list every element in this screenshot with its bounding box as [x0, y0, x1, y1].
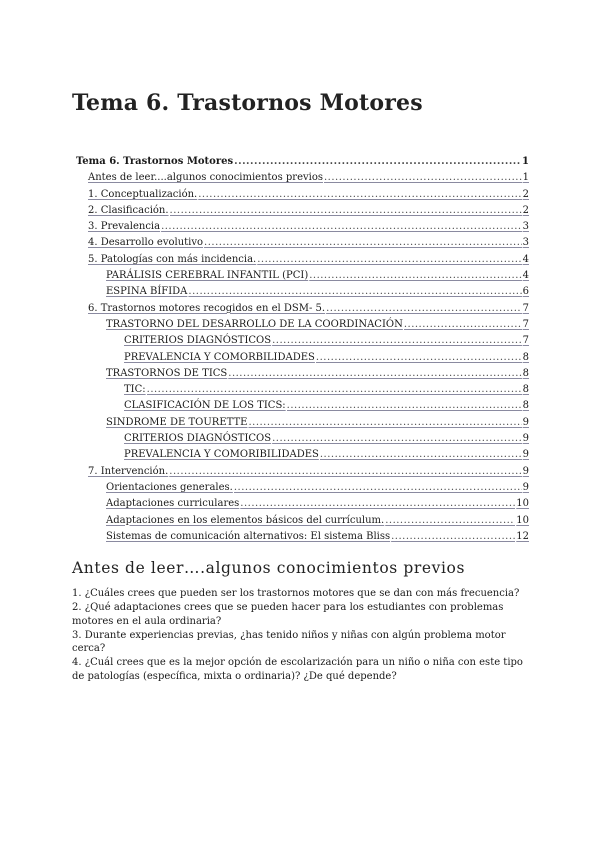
toc-entry[interactable]: [76, 352, 529, 368]
toc-entry[interactable]: [76, 270, 529, 286]
toc-page-number: 10: [516, 514, 529, 526]
toc-entry-label: 5. Patologías con más incidencia.: [88, 253, 257, 265]
toc-page-number: 8: [522, 400, 529, 412]
toc-entry-label: Antes de leer....algunos conocimientos previos: [88, 172, 323, 184]
toc-entry-label: CRITERIOS DIAGNÓSTICOS: [124, 335, 272, 347]
question-item: 1. ¿Cuáles crees que pueden ser los trastornos motores que se dan con más frecuencia?: [72, 588, 520, 599]
toc-entry[interactable]: [76, 189, 529, 205]
toc-entry-label: PREVALENCIA Y COMORIBILIDADES: [124, 449, 319, 461]
toc-leader-dots: [147, 384, 522, 395]
toc-entry-label: 6. Trastornos motores recogidos en el DSM- 5.: [88, 302, 326, 314]
toc-page-number: 9: [522, 433, 529, 445]
toc-entry[interactable]: [76, 449, 529, 465]
toc-page-number: 8: [522, 367, 529, 379]
toc-entry-label: TRASTORNOS DE TICS: [106, 367, 228, 379]
question-item: 2. ¿Qué adaptaciones crees que se pueden hacer para los estudiantes con problemas motores en el aula ordinaria?: [72, 602, 504, 627]
toc-page-number: 3: [522, 237, 529, 249]
toc-entry[interactable]: [76, 205, 529, 221]
toc-page-number: 8: [522, 351, 529, 363]
toc-page-number: 2: [522, 204, 529, 216]
toc-entry-label: Orientaciones generales.: [106, 481, 233, 493]
toc-entry[interactable]: [76, 254, 529, 270]
toc-entry[interactable]: [76, 498, 529, 514]
toc-entry[interactable]: [76, 400, 529, 416]
toc-page-number: 10: [516, 498, 529, 510]
toc-page-number: 9: [522, 416, 529, 428]
toc-entry[interactable]: [76, 433, 529, 449]
toc-page-number: 6: [522, 286, 529, 298]
toc-entry-label: CRITERIOS DIAGNÓSTICOS: [124, 433, 272, 445]
toc-entry[interactable]: [76, 417, 529, 433]
toc-page-number: 12: [516, 530, 529, 542]
toc-leader-dots: [391, 531, 515, 542]
toc-page-number: 9: [522, 449, 529, 461]
toc-entry-label: TIC:: [124, 384, 146, 396]
toc-leader-dots: [240, 498, 515, 509]
toc-entry-label: 2. Clasificación.: [88, 204, 169, 216]
toc-page-number: 7: [522, 318, 529, 330]
toc-leader-dots: [324, 172, 522, 183]
toc-page-number: 1: [522, 156, 529, 167]
toc-leader-dots: [170, 205, 522, 216]
toc-entry[interactable]: [76, 237, 529, 253]
toc-leader-dots: [385, 515, 515, 526]
toc-page-number: 4: [522, 270, 529, 282]
toc-page-number: 1: [522, 172, 529, 184]
toc-entry[interactable]: [76, 531, 529, 547]
toc-page-number: 4: [522, 253, 529, 265]
question-list: [72, 587, 532, 684]
toc-leader-dots: [161, 221, 522, 232]
toc-leader-dots: [287, 400, 522, 411]
toc-leader-dots: [188, 286, 521, 297]
toc-leader-dots: [309, 270, 521, 281]
toc-leader-dots: [404, 319, 522, 330]
toc-entry[interactable]: [76, 384, 529, 400]
toc-entry-label: CLASIFICACIÓN DE LOS TICS:: [124, 400, 286, 412]
toc-leader-dots: [234, 482, 522, 493]
toc-leader-dots: [316, 352, 522, 363]
page-title: Tema 6. Trastornos Motores: [72, 90, 423, 116]
question-item: 3. Durante experiencias previas, ¿has tenido niños y niñas con algún problema motor cerca?: [72, 629, 506, 655]
toc-leader-dots: [326, 303, 522, 314]
toc-page-number: 9: [522, 465, 529, 477]
toc-leader-dots: [204, 237, 522, 248]
toc-entry[interactable]: [76, 368, 529, 384]
toc-entry-label: Sistemas de comunicación alternativos: El sistema Bliss: [106, 530, 391, 542]
toc-leader-dots: [272, 433, 522, 444]
section-heading: Antes de leer….algunos conocimientos previos: [72, 559, 466, 577]
toc-entry-label: 7. Intervención.: [88, 465, 169, 477]
toc-leader-dots: [198, 189, 521, 200]
toc-entry-label: TRASTORNO DEL DESARROLLO DE LA COORDINACIÓN: [106, 318, 403, 330]
toc-entry-label: ESPINA BÍFIDA: [106, 286, 188, 298]
toc-entry[interactable]: [76, 286, 529, 302]
toc-page-number: 8: [522, 384, 529, 396]
toc-leader-dots: [257, 254, 521, 265]
toc-entry[interactable]: [76, 221, 529, 237]
toc-entry[interactable]: [76, 466, 529, 482]
toc-leader-dots: [234, 156, 521, 167]
toc-leader-dots: [320, 449, 522, 460]
toc-entry-label: 4. Desarrollo evolutivo: [88, 237, 204, 249]
toc-entry-label: 3. Prevalencia: [88, 221, 161, 233]
toc-leader-dots: [228, 368, 521, 379]
toc-entry-label: PREVALENCIA Y COMORBILIDADES: [124, 351, 315, 363]
toc-entry[interactable]: [76, 482, 529, 498]
question-item: 4. ¿Cuál crees que es la mejor opción de escolarización para un niño o niña con este tipo de patologías (específica, mixta o ordinaria)? ¿De qué depende?: [72, 657, 523, 683]
toc-leader-dots: [169, 466, 521, 477]
toc-entry[interactable]: [76, 335, 529, 351]
toc-entry[interactable]: [76, 172, 529, 188]
toc-entry[interactable]: [76, 515, 529, 531]
toc-entry-label: Adaptaciones curriculares: [106, 498, 240, 510]
toc-leader-dots: [272, 335, 522, 346]
table-of-contents: [76, 156, 529, 547]
toc-page-number: 2: [522, 188, 529, 200]
toc-entry-label: PARÁLISIS CEREBRAL INFANTIL (PCI): [106, 270, 309, 282]
toc-page-number: 7: [522, 302, 529, 314]
toc-page-number: 7: [522, 335, 529, 347]
toc-entry-label: Tema 6. Trastornos Motores: [76, 156, 234, 167]
toc-page-number: 3: [522, 221, 529, 233]
toc-entry-label: Adaptaciones en los elementos básicos del currículum.: [106, 514, 385, 526]
toc-entry[interactable]: [76, 156, 529, 172]
toc-leader-dots: [248, 417, 521, 428]
toc-page-number: 9: [522, 481, 529, 493]
toc-entry-label: SINDROME DE TOURETTE: [106, 416, 248, 428]
toc-entry[interactable]: [76, 303, 529, 319]
toc-entry-label: 1. Conceptualización.: [88, 188, 198, 200]
toc-entry[interactable]: [76, 319, 529, 335]
